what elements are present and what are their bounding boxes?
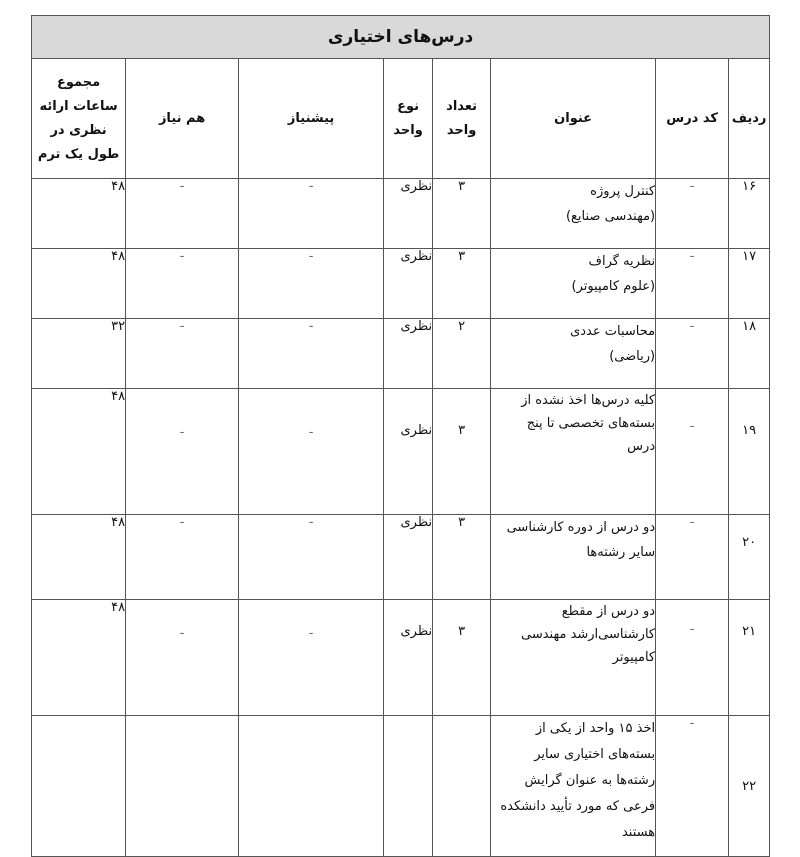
total-hours: ۴۸ [32, 249, 126, 319]
table-row [32, 716, 770, 857]
prerequisite [239, 716, 384, 857]
unit-count: ۳ [433, 249, 491, 319]
course-title-line: کنترل پروژه [590, 184, 656, 199]
header-unit-count [433, 59, 491, 179]
course-title-line: اخذ ۱۵ واحد از یکی از [535, 721, 656, 736]
table-title: درس‌های اختیاری [32, 16, 770, 59]
unit-type: نظری [384, 319, 433, 389]
course-title [491, 179, 656, 249]
elective-courses-table [31, 15, 770, 857]
header-course-code: کد درس [656, 59, 729, 179]
course-title-line: بسته‌های اختیاری سایر [534, 747, 656, 762]
header-unit-count-line: تعداد [446, 98, 478, 114]
course-title-line: سایر رشته‌ها [586, 545, 656, 560]
course-title-line: درس [627, 439, 656, 454]
table-row [32, 249, 770, 319]
corequisite: - [126, 319, 239, 389]
prerequisite: - [239, 179, 384, 249]
table-row [32, 179, 770, 249]
header-unit-type-line: واحد [393, 122, 423, 138]
row-number: ۱۷ [729, 249, 770, 319]
header-prerequisite: پیشنیاز [239, 59, 384, 179]
total-hours: ۴۸ [32, 600, 126, 716]
header-unit-type-line: نوع [397, 98, 420, 114]
table-row [32, 600, 770, 716]
header-unit-type [384, 59, 433, 179]
header-total-hours-line: مجموع [56, 74, 101, 90]
course-code: - [656, 716, 729, 857]
total-hours: ۴۸ [32, 179, 126, 249]
course-code: - [656, 249, 729, 319]
header-total-hours-line: طول یک ترم [37, 146, 120, 162]
course-title-line: هستند [621, 825, 656, 840]
course-title [491, 716, 656, 857]
course-title [491, 600, 656, 716]
header-unit-count-line: واحد [446, 122, 477, 138]
header-total-hours-line: نظری در [50, 122, 107, 138]
course-title-line: محاسبات عددی [570, 324, 656, 339]
course-title-line: (ریاضی) [609, 349, 656, 364]
header-row-no: ردیف [729, 59, 770, 179]
course-title-line: فرعی که مورد تأیید دانشکده [500, 799, 656, 814]
unit-count: ۳ [433, 515, 491, 600]
total-hours: ۳۲ [32, 319, 126, 389]
unit-type: نظری [384, 179, 433, 249]
course-title [491, 319, 656, 389]
total-hours [32, 716, 126, 857]
corequisite: - [126, 389, 239, 515]
corequisite: - [126, 515, 239, 600]
corequisite [126, 716, 239, 857]
course-title [491, 249, 656, 319]
unit-count: ۳ [433, 600, 491, 716]
prerequisite: - [239, 389, 384, 515]
corequisite: - [126, 600, 239, 716]
unit-count: ۳ [433, 179, 491, 249]
course-code: - [656, 179, 729, 249]
prerequisite: - [239, 600, 384, 716]
course-title-line: (مهندسی صنایع) [565, 209, 656, 224]
unit-count [433, 716, 491, 857]
table-row [32, 515, 770, 600]
unit-count: ۲ [433, 319, 491, 389]
row-number: ۲۲ [729, 716, 770, 857]
prerequisite: - [239, 249, 384, 319]
course-title-line: کارشناسی‌ارشد مهندسی [521, 627, 656, 642]
unit-type: نظری [384, 249, 433, 319]
prerequisite: - [239, 319, 384, 389]
course-title-line: بسته‌های تخصصی تا پنج [526, 416, 656, 431]
course-code: - [656, 389, 729, 515]
course-title-line: کلیه درس‌ها اخذ نشده از [521, 393, 656, 408]
course-title-line: دو درس از مقطع [561, 604, 656, 619]
course-code: - [656, 600, 729, 716]
unit-count: ۳ [433, 389, 491, 515]
corequisite: - [126, 249, 239, 319]
header-total-hours-line: ساعات ارائه [39, 98, 118, 114]
course-title [491, 389, 656, 515]
row-number: ۲۰ [729, 515, 770, 600]
row-number: ۲۱ [729, 600, 770, 716]
course-title-line: دو درس از دوره کارشناسی [506, 520, 656, 535]
course-title [491, 515, 656, 600]
prerequisite: - [239, 515, 384, 600]
row-number: ۱۹ [729, 389, 770, 515]
header-total-hours [32, 59, 126, 179]
unit-type: نظری [384, 515, 433, 600]
course-code: - [656, 515, 729, 600]
header-corequisite: هم نیاز [126, 59, 239, 179]
row-number: ۱۸ [729, 319, 770, 389]
table-row [32, 389, 770, 515]
course-title-line: رشته‌ها به عنوان گرایش [524, 773, 656, 788]
unit-type: نظری [384, 389, 433, 515]
unit-type [384, 716, 433, 857]
unit-type: نظری [384, 600, 433, 716]
header-course-title: عنوان [491, 59, 656, 179]
total-hours: ۴۸ [32, 515, 126, 600]
table-row [32, 319, 770, 389]
course-title-line: نظریه گراف [588, 254, 656, 269]
course-code: - [656, 319, 729, 389]
row-number: ۱۶ [729, 179, 770, 249]
corequisite: - [126, 179, 239, 249]
course-title-line: کامپیوتر [612, 650, 656, 665]
total-hours: ۴۸ [32, 389, 126, 515]
course-title-line: (علوم کامپیوتر) [571, 279, 656, 294]
